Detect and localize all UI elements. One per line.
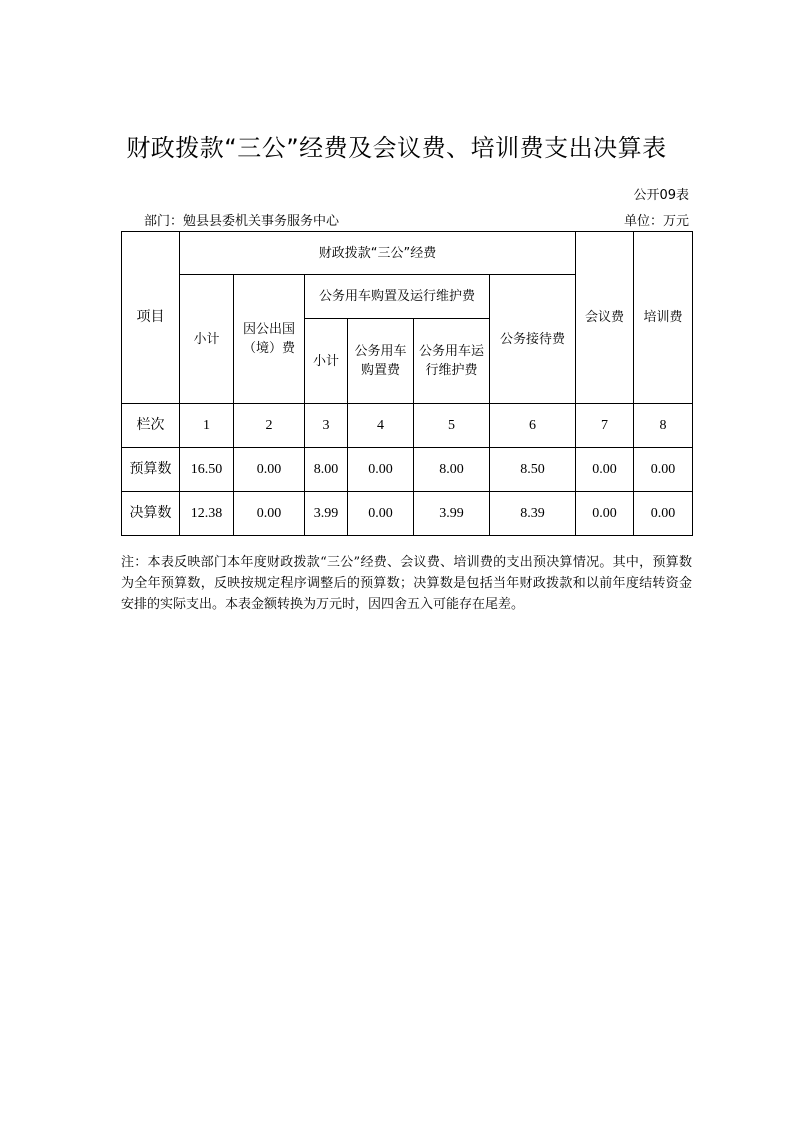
cell: 0.00	[576, 448, 634, 492]
cell: 8.50	[490, 448, 576, 492]
form-code: 公开09表	[633, 188, 689, 203]
table-row	[122, 492, 693, 536]
cell: 12.38	[180, 492, 234, 536]
row-label: 决算数	[122, 492, 180, 536]
cell: 0.00	[634, 492, 693, 536]
cell: 2	[234, 404, 305, 448]
header-item: 项目	[122, 232, 180, 404]
header-meeting: 会议费	[576, 232, 634, 404]
row-label: 栏次	[122, 404, 180, 448]
cell: 5	[414, 404, 490, 448]
cell: 6	[490, 404, 576, 448]
expense-table	[121, 231, 693, 536]
cell: 0.00	[234, 492, 305, 536]
cell: 3.99	[305, 492, 348, 536]
footnote: 注：本表反映部门本年度财政拨款“三公”经费、会议费、培训费的支出预决算情况。其中，预算数为全年预算数，反映按规定程序调整后的预算数；决算数是包括当年财政拨款和以前年度结转资金安排的实际支出。本表金额转换为万元时，因四舍五入可能存在尾差。	[121, 555, 692, 612]
cell: 8.00	[305, 448, 348, 492]
cell: 0.00	[576, 492, 634, 536]
cell: 3	[305, 404, 348, 448]
header-vehicle-purchase: 公务用车购置费	[348, 319, 414, 404]
row-label: 预算数	[122, 448, 180, 492]
department-label: 部门：勉县县委机关事务服务中心	[144, 214, 340, 229]
cell: 7	[576, 404, 634, 448]
cell: 4	[348, 404, 414, 448]
table-row	[122, 404, 693, 448]
cell: 8.39	[490, 492, 576, 536]
header-three-public: 财政拨款“三公”经费	[180, 232, 576, 275]
cell: 16.50	[180, 448, 234, 492]
header-vehicle-subtotal: 小计	[305, 319, 348, 404]
cell: 0.00	[348, 492, 414, 536]
header-vehicle-operation: 公务用车运行维护费	[414, 319, 490, 404]
header-reception: 公务接待费	[490, 275, 576, 404]
cell: 8	[634, 404, 693, 448]
header-subtotal: 小计	[180, 275, 234, 404]
cell: 3.99	[414, 492, 490, 536]
cell: 0.00	[348, 448, 414, 492]
cell: 0.00	[634, 448, 693, 492]
header-abroad: 因公出国（境）费	[234, 275, 305, 404]
cell: 1	[180, 404, 234, 448]
cell: 8.00	[414, 448, 490, 492]
table-row	[122, 448, 693, 492]
page-title: 财政拨款“三公”经费及会议费、培训费支出决算表	[126, 134, 667, 162]
cell: 0.00	[234, 448, 305, 492]
unit-label: 单位：万元	[623, 214, 689, 229]
header-vehicle-group: 公务用车购置及运行维护费	[305, 275, 490, 319]
header-training: 培训费	[634, 232, 693, 404]
